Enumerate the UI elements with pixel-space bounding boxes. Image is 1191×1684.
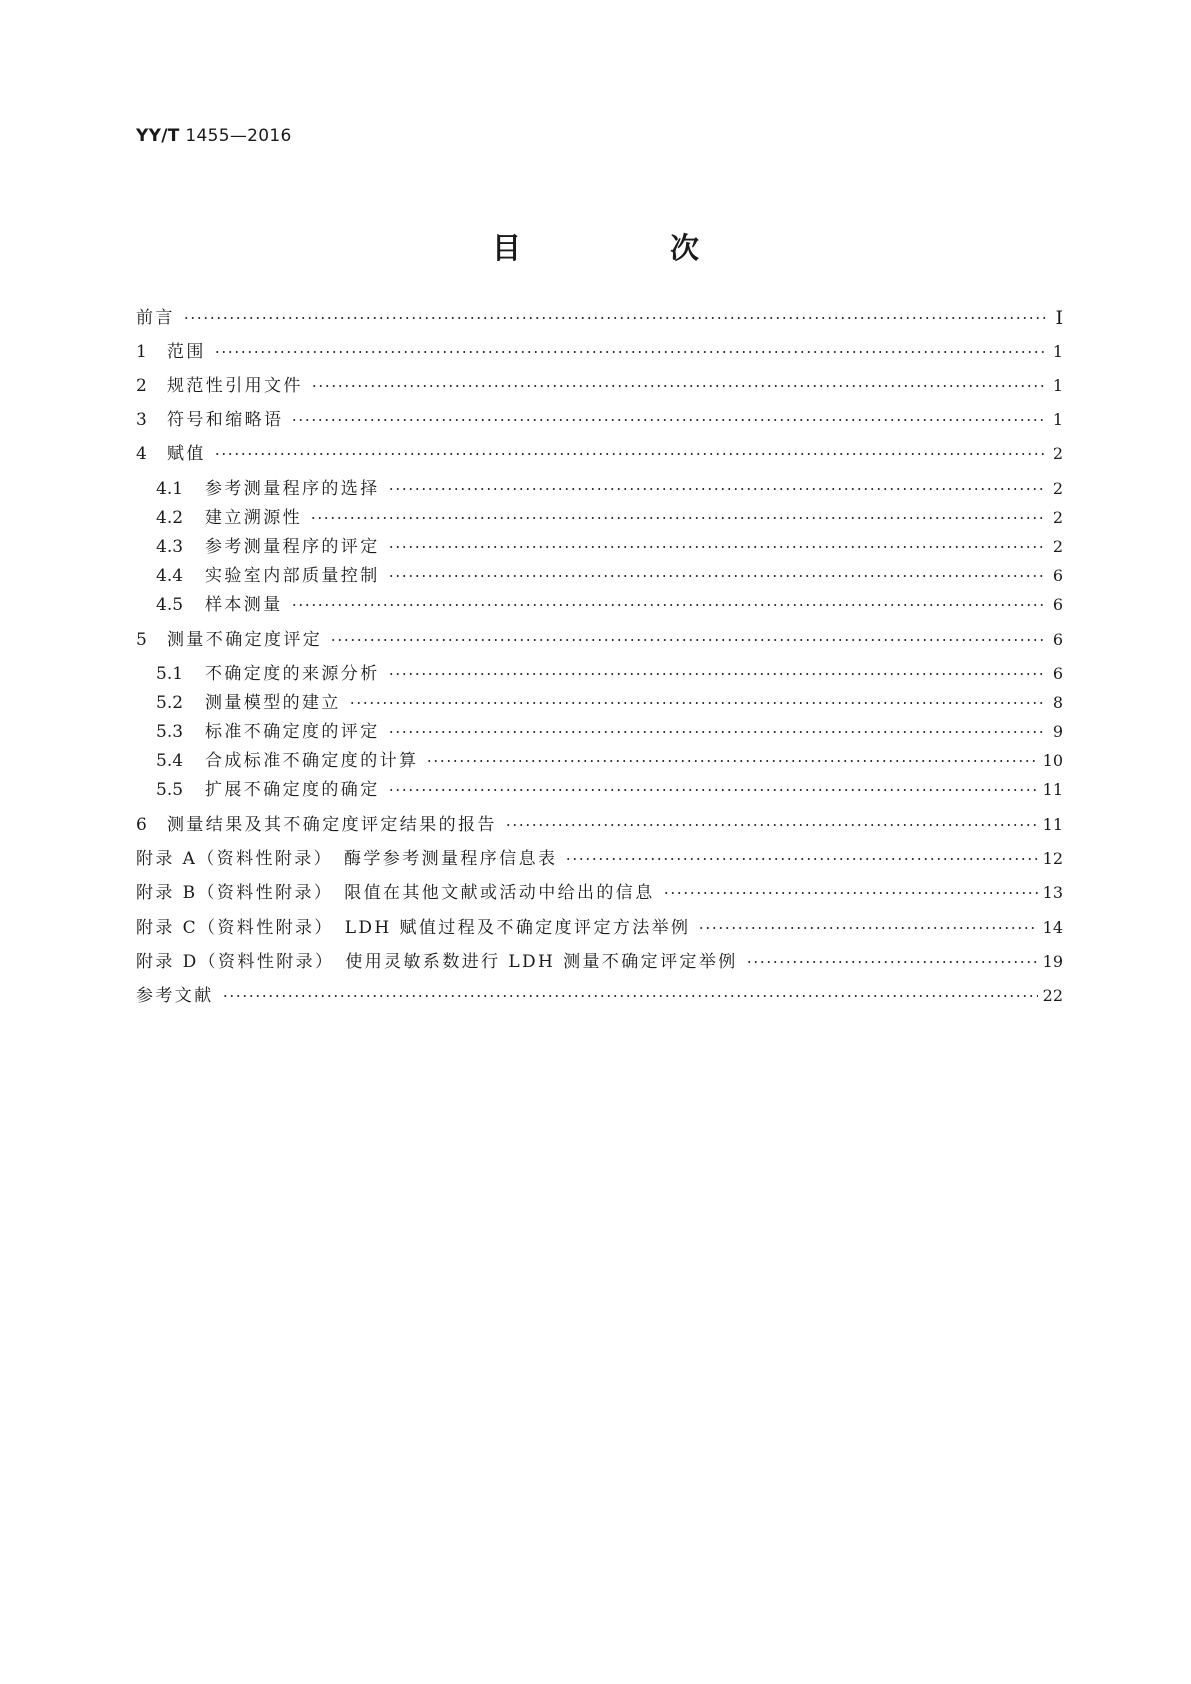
toc-entry-number: 5.5 [156,780,184,800]
toc-entry-page-number: 19 [1042,952,1063,971]
dot-leader [214,350,1046,354]
toc-entry-label: 测量模型的建立 [205,693,341,713]
document-code [136,126,292,146]
toc-entry-page-number: 13 [1042,883,1063,902]
toc-entry[interactable] [156,564,1063,588]
toc-entry-label: 参考测量程序的选择 [205,479,380,499]
toc-entry-number: 4.4 [156,566,184,586]
toc-entry[interactable] [136,442,1063,466]
toc-entry-label: 标准不确定度的评定 [205,722,380,742]
toc-entry[interactable] [156,662,1063,686]
toc-entry-number: 4.2 [156,508,184,528]
dot-leader [388,545,1046,549]
toc-entry[interactable] [156,691,1063,715]
toc-entry[interactable] [156,506,1063,530]
toc-entry-page-number: 11 [1042,815,1063,834]
standard-number: 1455—2016 [185,126,292,146]
toc-entry-page-number: 22 [1042,986,1063,1005]
toc-entry-page-number: 2 [1052,508,1063,527]
toc-entry[interactable] [156,535,1063,559]
toc-entry-page-number: 2 [1052,444,1063,463]
toc-entry-number: 4.1 [156,479,184,499]
toc-entry-label: 测量结果及其不确定度评定结果的报告 [167,815,497,835]
toc-entry[interactable] [136,813,1063,837]
toc-entry[interactable] [156,749,1063,773]
toc-entry-page-number: 1 [1052,376,1063,395]
toc-entry-label: 附录 C（资料性附录） LDH 赋值过程及不确定度评定方法举例 [136,918,691,938]
toc-entry-number: 5.3 [156,722,184,742]
toc-entry-label: 测量不确定度评定 [167,630,323,650]
toc-entry-number: 5 [136,630,147,650]
toc-entry-page-number: 11 [1042,780,1063,799]
toc-title: 目 次 [491,231,759,265]
toc-entry[interactable] [136,306,1063,330]
toc-entry-number: 5.4 [156,751,184,771]
toc-entry[interactable] [136,408,1063,432]
toc-entry-page-number: 6 [1052,630,1063,649]
toc-entry[interactable] [156,477,1063,501]
toc-entry[interactable] [156,720,1063,744]
toc-entry-number: 3 [136,410,147,430]
toc-entry[interactable] [136,881,1063,905]
standard-prefix: YY/T [136,126,180,146]
toc-entry-page-number: 6 [1052,595,1063,614]
toc-entry-page-number: 6 [1052,664,1063,683]
dot-leader [505,823,1038,827]
toc-entry-label: 规范性引用文件 [167,376,303,396]
toc-entry[interactable] [136,340,1063,364]
dot-leader [565,857,1037,861]
toc-entry[interactable] [136,374,1063,398]
toc-entry[interactable] [136,628,1063,652]
toc-entry-page-number: 2 [1052,479,1063,498]
toc-entry-label: 不确定度的来源分析 [205,664,380,684]
dot-leader [311,384,1046,388]
dot-leader [698,926,1037,930]
toc-entry-page-number: 12 [1042,849,1063,868]
dot-leader [214,452,1046,456]
toc-entry-label: 赋值 [167,444,206,464]
dot-leader [663,891,1038,895]
toc-entry-label: 参考测量程序的评定 [205,537,380,557]
toc-entry-label: 附录 B（资料性附录） 限值在其他文献或活动中给出的信息 [136,883,655,903]
toc-entry-label: 前言 [136,308,175,328]
toc-entry-label: 建立溯源性 [205,508,302,528]
toc-entry[interactable] [136,950,1063,974]
toc-entry-page-number: 1 [1052,410,1063,429]
toc-entry-label: 范围 [167,342,206,362]
toc-entry-label: 参考文献 [136,986,214,1006]
toc-entry-page-number: 14 [1042,918,1063,937]
dot-leader [388,574,1046,578]
dot-leader [388,487,1046,491]
dot-leader [291,418,1046,422]
toc-entry-label: 样本测量 [205,595,283,615]
toc-entry[interactable] [156,778,1063,802]
toc-entry-page-number: 1 [1052,342,1063,361]
dot-leader [222,994,1038,998]
toc-entry[interactable] [156,593,1063,617]
dot-leader [426,759,1037,763]
toc-entry-number: 4 [136,444,147,464]
dot-leader [388,672,1046,676]
toc-entry-page-number: 6 [1052,566,1063,585]
toc-entry-page-number: 9 [1052,722,1063,741]
dot-leader [310,516,1046,520]
toc-entry[interactable] [136,916,1063,940]
dot-leader [349,701,1046,705]
toc-entry-page-number: 8 [1052,693,1063,712]
toc-entry-label: 合成标准不确定度的计算 [205,751,419,771]
toc-entry-page-number: 2 [1052,537,1063,556]
toc-entry-label: 附录 A（资料性附录） 酶学参考测量程序信息表 [136,849,558,869]
toc-entry[interactable] [136,984,1063,1008]
dot-leader [183,316,1046,320]
toc-entry-number: 5.2 [156,693,184,713]
toc-entry-number: 4.5 [156,595,184,615]
toc-entry-label: 实验室内部质量控制 [205,566,380,586]
toc-entry-label: 符号和缩略语 [167,410,284,430]
toc-entry-page-number: Ⅰ [1055,307,1063,329]
toc-entry-number: 2 [136,376,147,396]
toc-entry-number: 4.3 [156,537,184,557]
toc-entry-label: 扩展不确定度的确定 [205,780,380,800]
toc-entry-label: 附录 D（资料性附录） 使用灵敏系数进行 LDH 测量不确定评定举例 [136,952,738,972]
toc-entry[interactable] [136,847,1063,871]
toc-entry-number: 5.1 [156,664,184,684]
toc-entry-number: 1 [136,342,147,362]
dot-leader [291,603,1046,607]
toc-entry-number: 6 [136,815,147,835]
dot-leader [388,730,1046,734]
toc-entry-page-number: 10 [1042,751,1063,770]
dot-leader [388,788,1038,792]
dot-leader [746,960,1038,964]
dot-leader [330,638,1046,642]
